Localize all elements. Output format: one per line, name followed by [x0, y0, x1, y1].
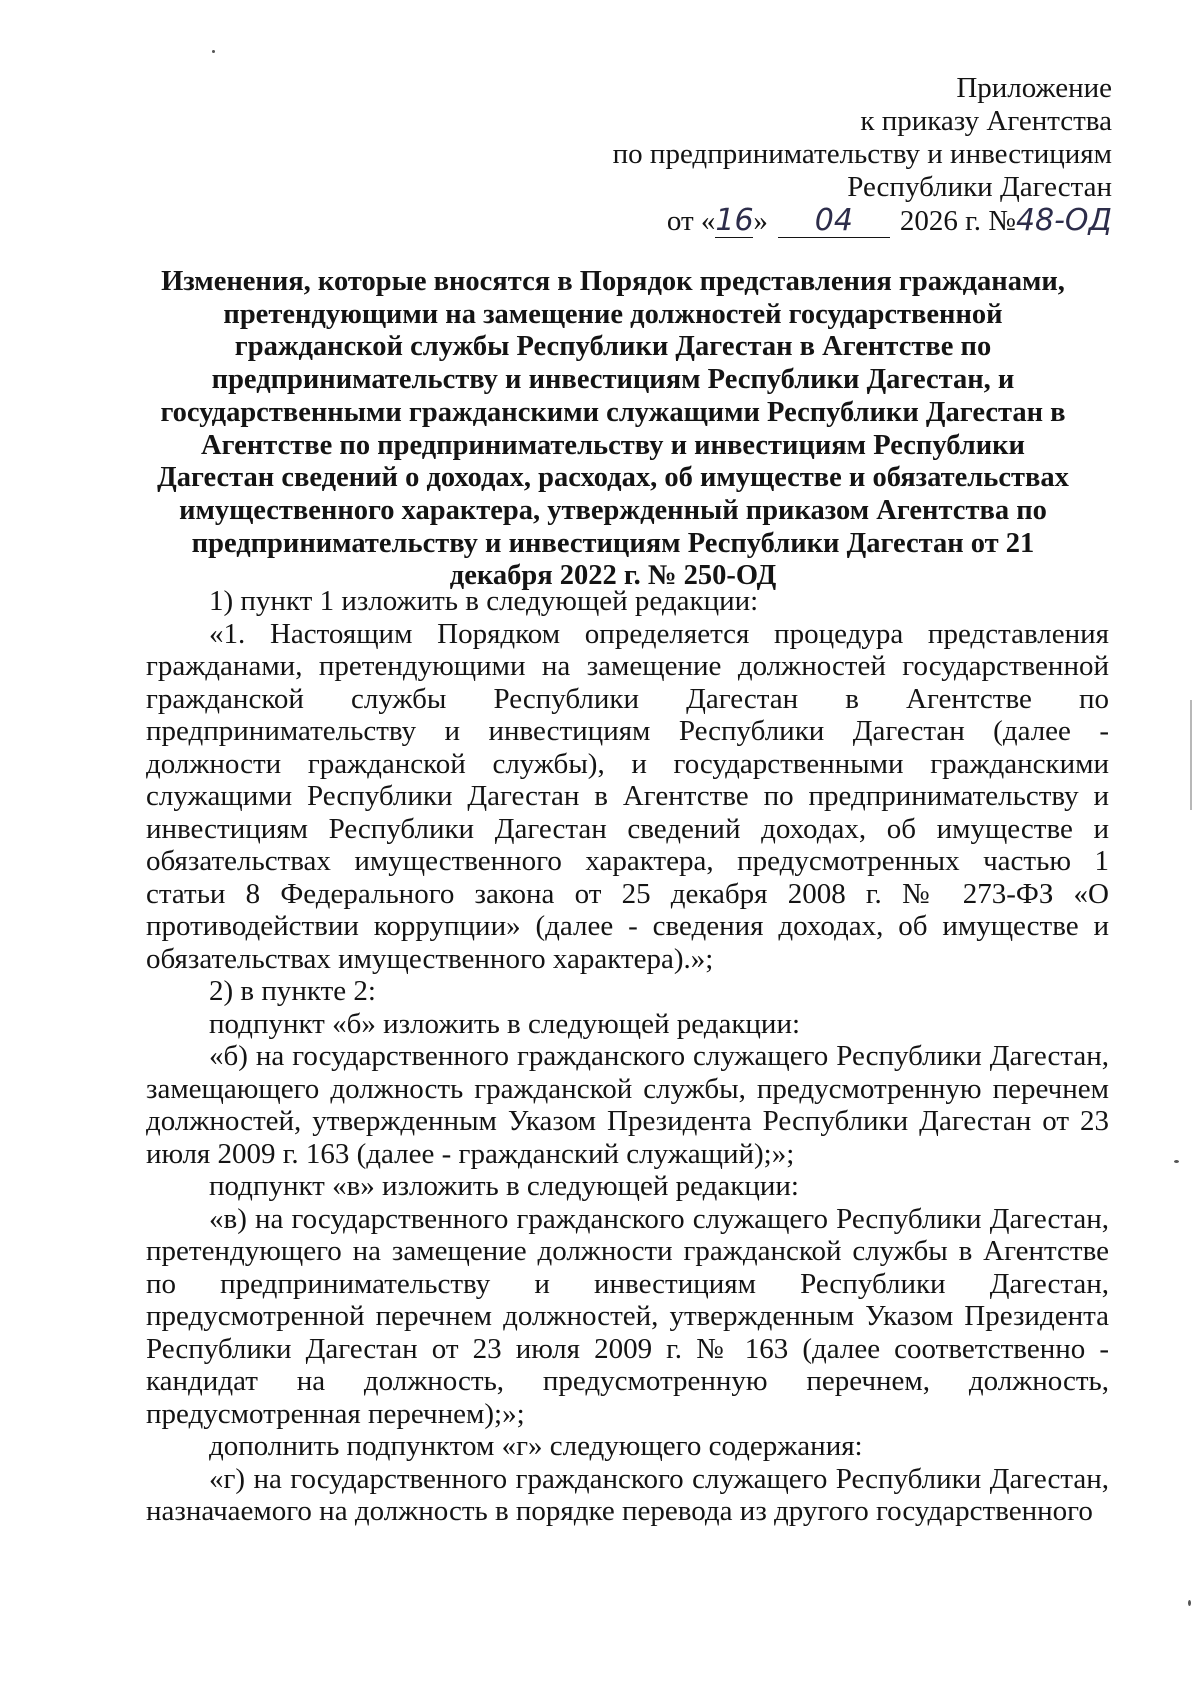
paragraph-subitem-g-intro: дополнить подпунктом «г» следующего содержания:	[209, 1430, 863, 1462]
paragraph-subitem-v-text: «в) на государственного гражданского служащего Республики Дагестан, претендующего на замещение должности гражданской службы в Агентстве по предпринимательству и инвестициям Республики Дагестан, предусмотренной перечнем должностей, утвержденным Указом Президента Республики Дагестан от 23 июля 2009 г. № 163 (далее соответственно - кандидат на должность, предусмотренную перечнем, должность, предусмотренная перечнем);»;	[146, 1202, 1109, 1430]
handwritten-month: 04	[778, 204, 890, 238]
scan-edge-mark	[1190, 700, 1192, 810]
paragraph-subitem-b-text: «б) на государственного гражданского служащего Республики Дагестан, замещающего должность гражданской службы, предусмотренную перечнем должностей, утвержденным Указом Президента Республики Дагестан от 23 июля 2009 г. 163 (далее - гражданский служащий);»;	[146, 1040, 1109, 1170]
scan-speck	[212, 50, 215, 53]
scan-speck	[1188, 1600, 1191, 1606]
paragraph-item-1-text: «1. Настоящим Порядком определяется процедура представления гражданами, претендующими на замещение должностей государственной гражданской службы Республики Дагестан в Агентстве по предпринимательству и инвестициям Республики Дагестан (далее - должности гражданской службы), и государственными гражданскими служащими Республики Дагестан в Агентстве по предпринимательству и инвестициям Республики Дагестан сведений доходах, об имуществе и обязательствах имущественного характера, предусмотренных частью 1 статьи 8 Федерального закона от 25 декабря 2008 г. № 273-ФЗ «О противодействии коррупции» (далее - сведения доходах, об имуществе и обязательствах имущественного характера).»;	[146, 617, 1109, 975]
document-body	[146, 585, 1109, 1528]
header-line-appendix: Приложение	[956, 72, 1112, 104]
handwritten-day: 16	[715, 203, 754, 238]
handwritten-order-number: 48-ОД	[1015, 203, 1112, 238]
order-date-line	[613, 204, 1112, 238]
paragraph-subitem-v-intro: подпункт «в» изложить в следующей редакции:	[209, 1170, 799, 1202]
paragraph-item-1: 1) пункт 1 изложить в следующей редакции:	[209, 585, 759, 617]
paragraph-subitem-g-text: «г) на государственного гражданского служащего Республики Дагестан, назначаемого на должность в порядке перевода из другого государственного	[146, 1462, 1109, 1527]
header-line-order: к приказу Агентства	[860, 105, 1112, 137]
date-mid: »	[753, 205, 768, 237]
header-line-agency: по предпринимательству и инвестициям	[612, 138, 1112, 170]
date-year-text: 2026 г. №	[899, 205, 1016, 237]
paragraph-subitem-b-intro: подпункт «б» изложить в следующей редакции:	[209, 1007, 801, 1040]
header-line-republic: Республики Дагестан	[847, 171, 1112, 203]
paragraph-item-2: 2) в пункте 2:	[209, 975, 376, 1007]
document-title: Изменения, которые вносятся в Порядок представления гражданами, претендующими на замещение должностей государственной гражданской службы Республики Дагестан в Агентстве по предпринимательству и инвестициям Республики Дагестан, и государственными гражданскими служащими Республики Дагестан в Агентстве по предпринимательству и инвестициям Республики Дагестан сведений о доходах, расходах, об имуществе и обязательствах имущественного характера, утвержденный приказом Агентства по предпринимательству и инвестициям Республики Дагестан от 21 декабря 2022 г. № 250-ОД	[157, 266, 1069, 592]
scan-speck	[1174, 1160, 1179, 1163]
appendix-header	[613, 72, 1112, 238]
date-prefix: от «	[666, 205, 716, 237]
